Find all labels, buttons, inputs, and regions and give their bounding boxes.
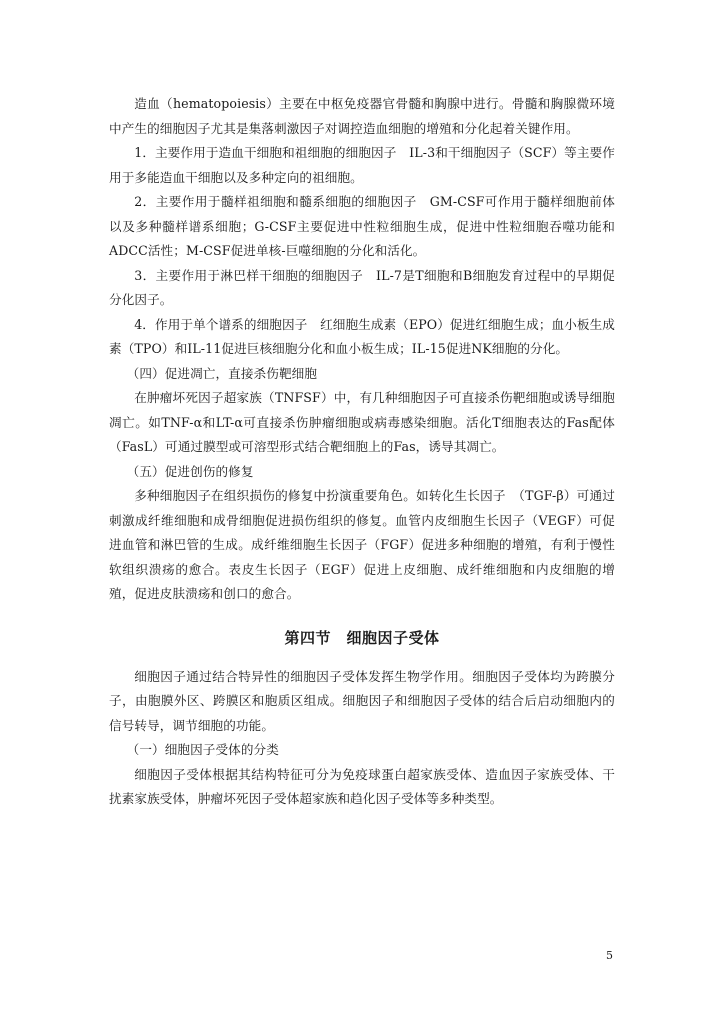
paragraph-receptor-intro: 细胞因子通过结合特异性的细胞因子受体发挥生物学作用。细胞因子受体均为跨膜分子，由胞膜外区、跨膜区和胞质区组成。细胞因子和细胞因子受体的结合后启动细胞内的信号转导，调节细胞的功能。 <box>109 668 615 733</box>
paragraph-item-3: 3．主要作用于淋巴样干细胞的细胞因子 IL-7是T细胞和B细胞发育过程中的早期促分化因子。 <box>109 267 615 307</box>
paragraph-wound-repair: 多种细胞因子在组织损伤的修复中扮演重要角色。如转化生长因子 （TGF-β）可通过刺激成纤维细胞和成骨细胞促进损伤组织的修复。血管内皮细胞生长因子（VEGF）可促进血管和淋巴管的生成。成纤维细胞生长因子（FGF）促进多种细胞的增殖，有利于慢性软组织溃疡的愈合。表皮生长因子（EGF）促进上皮细胞、成纤维细胞和内皮细胞的增殖，促进皮肤溃疡和创口的愈合。 <box>109 488 615 601</box>
paragraph-item-4: 4．作用于单个谱系的细胞因子 红细胞生成素（EPO）促进红细胞生成；血小板生成素（TPO）和IL-11促进巨核细胞分化和血小板生成；IL-15促进NK细胞的分化。 <box>109 316 615 356</box>
paragraph-apoptosis: 在肿瘤坏死因子超家族（TNFSF）中，有几种细胞因子可直接杀伤靶细胞或诱导细胞凋亡。如TNF-α和LT-α可直接杀伤肿瘤细胞或病毒感染细胞。活化T细胞表达的Fas配体（FasL）可通过膜型或可溶型形式结合靶细胞上的Fas，诱导其凋亡。 <box>109 390 615 454</box>
subheading-apoptosis: （四）促进凋亡，直接杀伤靶细胞 <box>126 365 318 381</box>
paragraph-hematopoiesis: 造血（hematopoiesis）主要在中枢免疫器官骨髓和胸腺中进行。骨髓和胸腺微环境中产生的细胞因子尤其是集落刺激因子对调控造血细胞的增殖和分化起着关键作用。 <box>109 96 615 136</box>
page-number: 5 <box>606 949 613 962</box>
paragraph-item-1: 1．主要作用于造血干细胞和祖细胞的细胞因子 IL-3和干细胞因子（SCF）等主要作用于多能造血干细胞以及多种定向的祖细胞。 <box>109 145 615 185</box>
section-title: 第四节 细胞因子受体 <box>284 628 440 647</box>
page-content <box>109 92 615 812</box>
subheading-receptor-classification: （一）细胞因子受体的分类 <box>126 742 279 757</box>
paragraph-receptor-classification: 细胞因子受体根据其结构特征可分为免疫球蛋白超家族受体、造血因子家族受体、干扰素家族受体，肿瘤坏死因子受体超家族和趋化因子受体等多种类型。 <box>109 766 615 806</box>
subheading-wound-repair: （五）促进创伤的修复 <box>126 463 254 479</box>
paragraph-item-2: 2．主要作用于髓样祖细胞和髓系细胞的细胞因子 GM-CSF可作用于髓样细胞前体以及多种髓样谱系细胞；G-CSF主要促进中性粒细胞生成，促进中性粒细胞吞噬功能和ADCC活性；M-CSF促进单核-巨噬细胞的分化和活化。 <box>109 194 615 258</box>
